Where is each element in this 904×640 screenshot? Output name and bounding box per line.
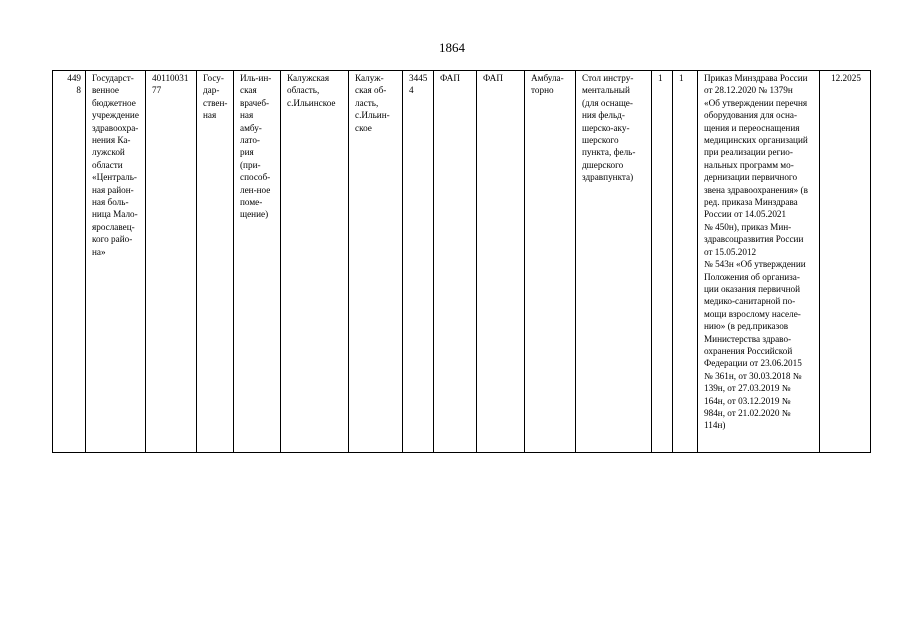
- code-cell: 3445 4: [403, 71, 434, 453]
- page-number: 1864: [439, 40, 465, 55]
- type1-cell: ФАП: [434, 71, 477, 453]
- basis-cell: Приказ Минздрава России от 28.12.2020 № 1379н «Об утверждении перечня оборудования для осна- щения и переоснащения медицинских организаций при реализации регио- нальных программ мо- дернизации первичного звена здравоохранения» (в ред. приказа Минздрава России от 14.05.2021 № 450н), приказ Мин- здравсоцразвития России от 15.05.2012 № 543н «Об утверждении Положения об организа- ции оказания первичной медико-санитарной по- мощи взрослому населе- нию» (в ред.приказов Министерства здраво- охранения Российской Федерации от 23.06.2015 № 361н, от 30.03.2018 № 139н, от 27.03.2019 № 164н, от 03.12.2019 № 984н, от 21.02.2020 № 114н): [698, 71, 820, 453]
- table-row: [53, 71, 871, 453]
- organization-cell: Государст- венное бюджетное учреждение здравоохра- нения Ка- лужской области «Централь- ная район- ная боль- ница Мало- ярославец- кого райо- на»: [86, 71, 146, 453]
- care-form-cell: Амбула- торно: [525, 71, 576, 453]
- equipment-cell: Стол инстру- ментальный (для оснаще- ния фельд- шерско-аку- шерского пункта, фель- дшерского здравпункта): [576, 71, 652, 453]
- row-number-cell: 449 8: [53, 71, 86, 453]
- qty2-cell: 1: [673, 71, 698, 453]
- region-short-cell: Калуж- ская об- ласть, с.Ильин- ское: [349, 71, 403, 453]
- date-cell: 12.2025: [820, 71, 871, 453]
- type2-cell: ФАП: [477, 71, 525, 453]
- document-table: [52, 70, 871, 453]
- inn-cell: 40110031 77: [146, 71, 197, 453]
- ownership-cell: Госу- дар- ствен- ная: [197, 71, 234, 453]
- facility-cell: Иль-ин- ская врачеб- ная амбу- лато- рия (при- способ- лен-ное поме- щение): [234, 71, 281, 453]
- qty1-cell: 1: [652, 71, 673, 453]
- region-cell: Калужская область, с.Ильинское: [281, 71, 349, 453]
